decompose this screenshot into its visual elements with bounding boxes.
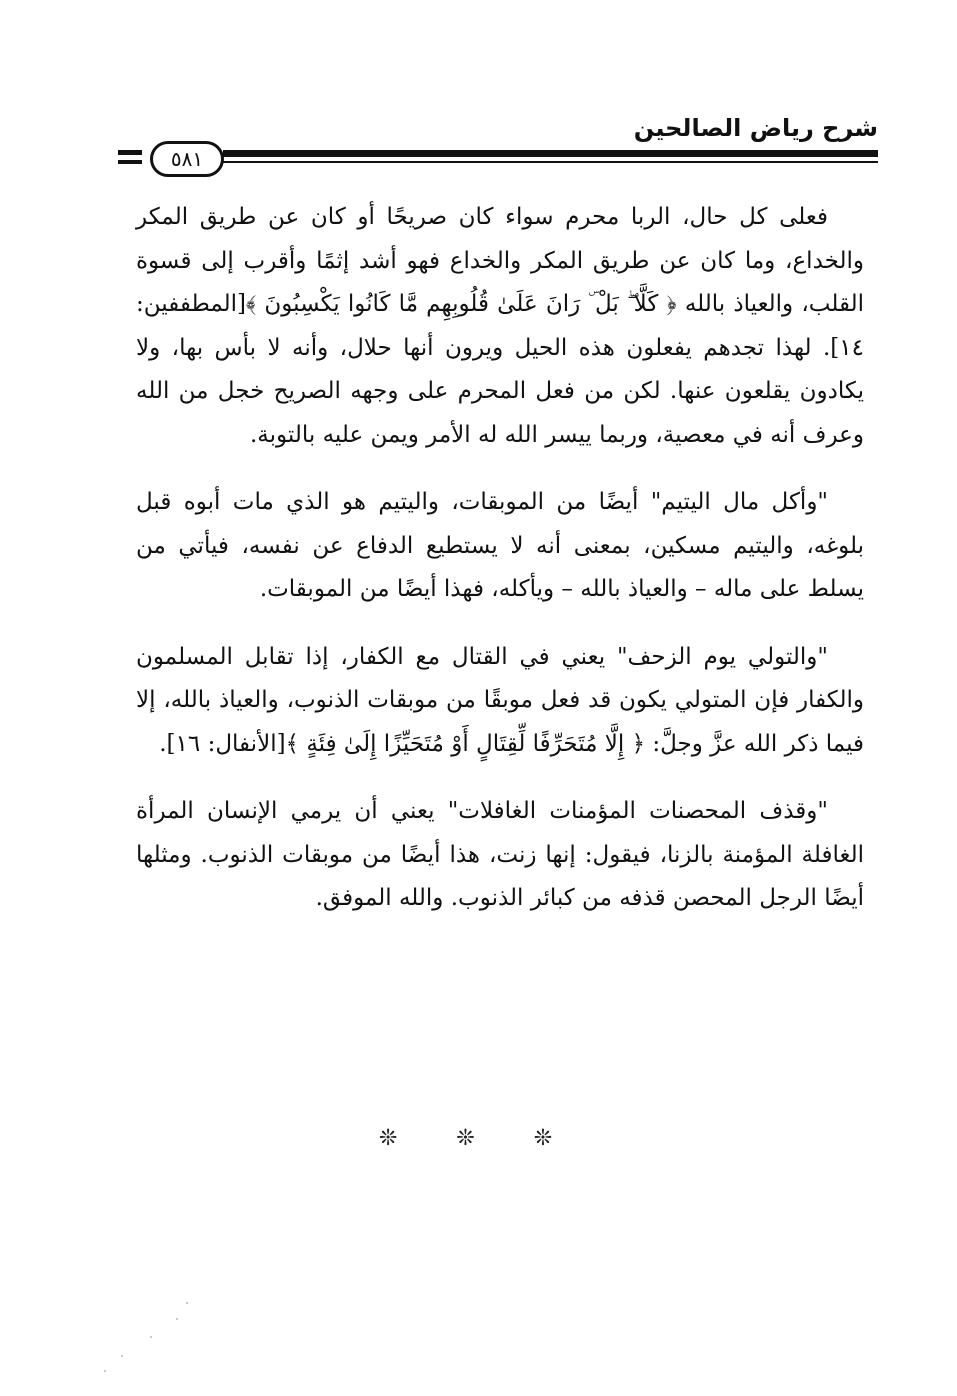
paragraph-orphan-wealth: "وأكل مال اليتيم" أيضًا من الموبقات، واليتيم هو الذي مات أبوه قبل بلوغه، واليتيم مسكين، بمعنى أنه لا يستطيع الدفاع عن نفسه، فيأتي من يسلط على ماله – والعياذ بالله – ويأكله، فهذا أيضًا من الموبقات. <box>136 489 864 602</box>
paragraph-slander: "وقذف المحصنات المؤمنات الغافلات" يعني أن يرمي الإنسان المرأة الغافلة المؤمنة بالزنا، فيقول: إنها زنت، هذا أيضًا من موبقات الذنوب. ومثلها أيضًا الرجل المحصن قذفه من كبائر الذنوب. والله الموفق. <box>136 798 864 911</box>
page-header <box>118 112 878 182</box>
scan-speck <box>176 1318 178 1320</box>
header-rule-thick <box>223 150 878 157</box>
paragraph-fleeing-battle: "والتولي يوم الزحف" يعني في القتال مع الكفار، إذا تقابل المسلمون والكفار فإن المتولي يكون قد فعل موبقًا من موبقات الذنوب، والعياذ بالله، إلا فيما ذكر الله عزَّ وجلَّ: ﴿ إِلَّا مُتَحَرِّفًا لِّقِتَالٍ أَوْ مُتَحَيِّزًا إِلَىٰ فِئَةٍ ﴾[الأنفال: ١٦]. <box>136 643 864 757</box>
scan-speck <box>186 1302 188 1304</box>
scan-speck <box>104 1370 106 1372</box>
page-number: ٥٨١ <box>150 141 224 177</box>
section-separator: ❊ ❊ ❊ <box>378 1126 579 1151</box>
header-left-mark-bottom <box>118 160 142 164</box>
body-text <box>136 196 864 945</box>
paragraph-riba: فعلى كل حال، الربا محرم سواء كان صريحًا أو كان عن طريق المكر والخداع، وما كان عن طريق المكر والخداع فهو أشد إثمًا وأقرب إلى قسوة القلب، والعياذ بالله ﴿ كَلَّا ۖ بَلْ ۜ رَانَ عَلَىٰ قُلُوبِهِم مَّا كَانُوا يَكْسِبُونَ ﴾[المطففين: ١٤]. لهذا تجدهم يفعلون هذه الحيل ويرون أنها حلال، وأنه لا بأس بها، ولا يكادون يقلعون عنها. لكن من فعل المحرم على وجهه الصريح خجل من الله وعرف أنه في معصية، وربما ييسر الله له الأمر ويمن عليه بالتوبة. <box>136 204 864 448</box>
book-title: شرح رياض الصالحين <box>633 114 878 142</box>
header-rule-thin <box>223 161 878 163</box>
header-left-mark-top <box>118 150 142 155</box>
scan-speck <box>121 1355 123 1357</box>
scan-speck <box>150 1336 152 1338</box>
